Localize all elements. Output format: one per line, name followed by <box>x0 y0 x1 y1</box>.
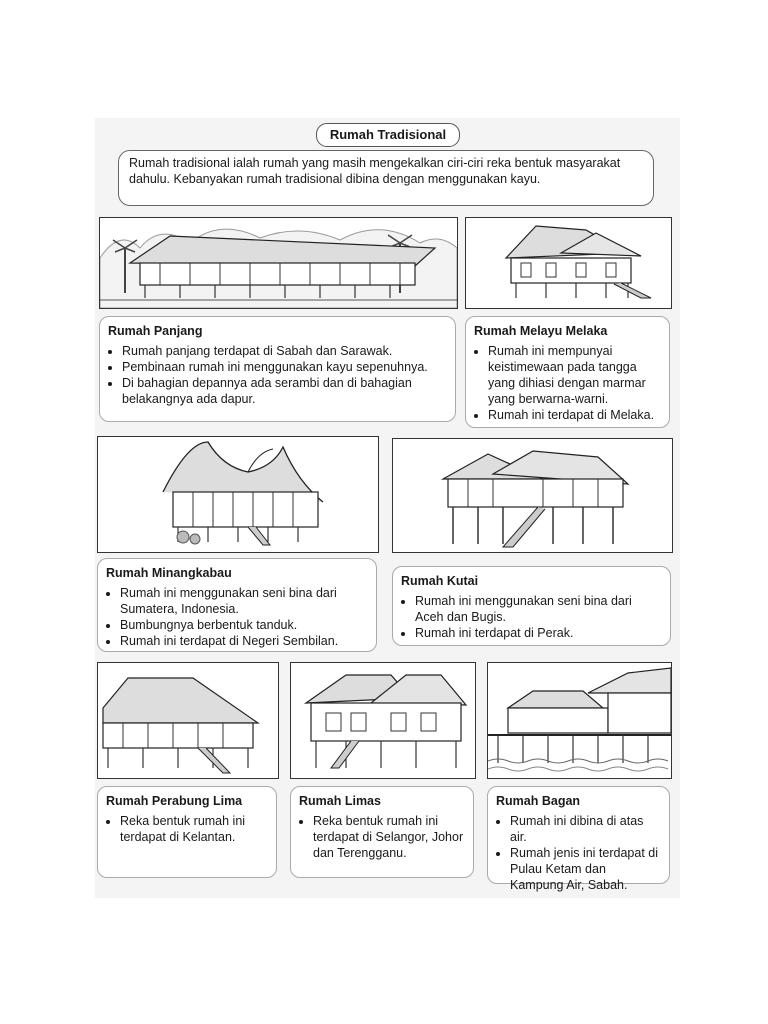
card-rumah-minangkabau <box>97 558 377 652</box>
house-name: Rumah Panjang <box>108 324 203 338</box>
house-name: Rumah Bagan <box>496 794 581 808</box>
house-point: • Di bahagian depannya ada serambi dan di bahagian belakangnya ada dapur. <box>122 375 447 407</box>
house-point: • Rumah ini terdapat di Negeri Sembilan. <box>120 633 368 649</box>
house-name: Rumah Melayu Melaka <box>474 324 608 338</box>
house-point: • Rumah ini menggunakan seni bina dari Sumatera, Indonesia. <box>120 585 368 617</box>
house-name: Rumah Kutai <box>401 574 479 588</box>
house-name: Rumah Limas <box>299 794 381 808</box>
house-point: • Rumah panjang terdapat di Sabah dan Sarawak. <box>122 343 447 359</box>
rumah-bagan-illustration <box>487 662 672 779</box>
card-rumah-panjang <box>99 316 456 422</box>
card-rumah-melayu-melaka <box>465 316 670 428</box>
card-rumah-kutai <box>392 566 671 646</box>
page-title: Rumah Tradisional <box>316 123 460 147</box>
card-rumah-bagan <box>487 786 670 892</box>
rumah-melayu-melaka-illustration <box>465 217 672 309</box>
house-point: • Rumah jenis ini terdapat di Pulau Ketam dan Kampung Air, Sabah. <box>510 845 661 893</box>
house-point: • Pembinaan rumah ini menggunakan kayu sepenuhnya. <box>122 359 447 375</box>
rumah-kutai-illustration <box>392 438 673 553</box>
house-point: • Rumah ini terdapat di Melaka. <box>488 407 661 423</box>
rumah-panjang-illustration <box>99 217 458 309</box>
house-point: • Reka bentuk rumah ini terdapat di Kelantan. <box>120 813 268 845</box>
card-rumah-limas <box>290 786 474 878</box>
house-point: • Reka bentuk rumah ini terdapat di Selangor, Johor dan Terengganu. <box>313 813 465 861</box>
house-name: Rumah Perabung Lima <box>106 794 243 808</box>
rumah-perabung-lima-illustration <box>97 662 279 779</box>
house-point: • Rumah ini dibina di atas air. <box>510 813 661 845</box>
intro-text: Rumah tradisional ialah rumah yang masih mengekalkan ciri-ciri reka bentuk masyarakat dahulu. Kebanyakan rumah tradisional dibina dengan menggunakan kayu. <box>118 150 654 206</box>
house-point: • Rumah ini mempunyai keistimewaan pada tangga yang dihiasi dengan marmar yang berwarna-warni. <box>488 343 661 407</box>
house-point: • Bumbungnya berbentuk tanduk. <box>120 617 368 633</box>
house-name: Rumah Minangkabau <box>106 566 232 580</box>
card-rumah-perabung-lima <box>97 786 277 878</box>
house-point: • Rumah ini menggunakan seni bina dari Aceh dan Bugis. <box>415 593 662 625</box>
rumah-limas-illustration <box>290 662 476 779</box>
rumah-minangkabau-illustration <box>97 436 379 553</box>
house-point: • Rumah ini terdapat di Perak. <box>415 625 662 641</box>
